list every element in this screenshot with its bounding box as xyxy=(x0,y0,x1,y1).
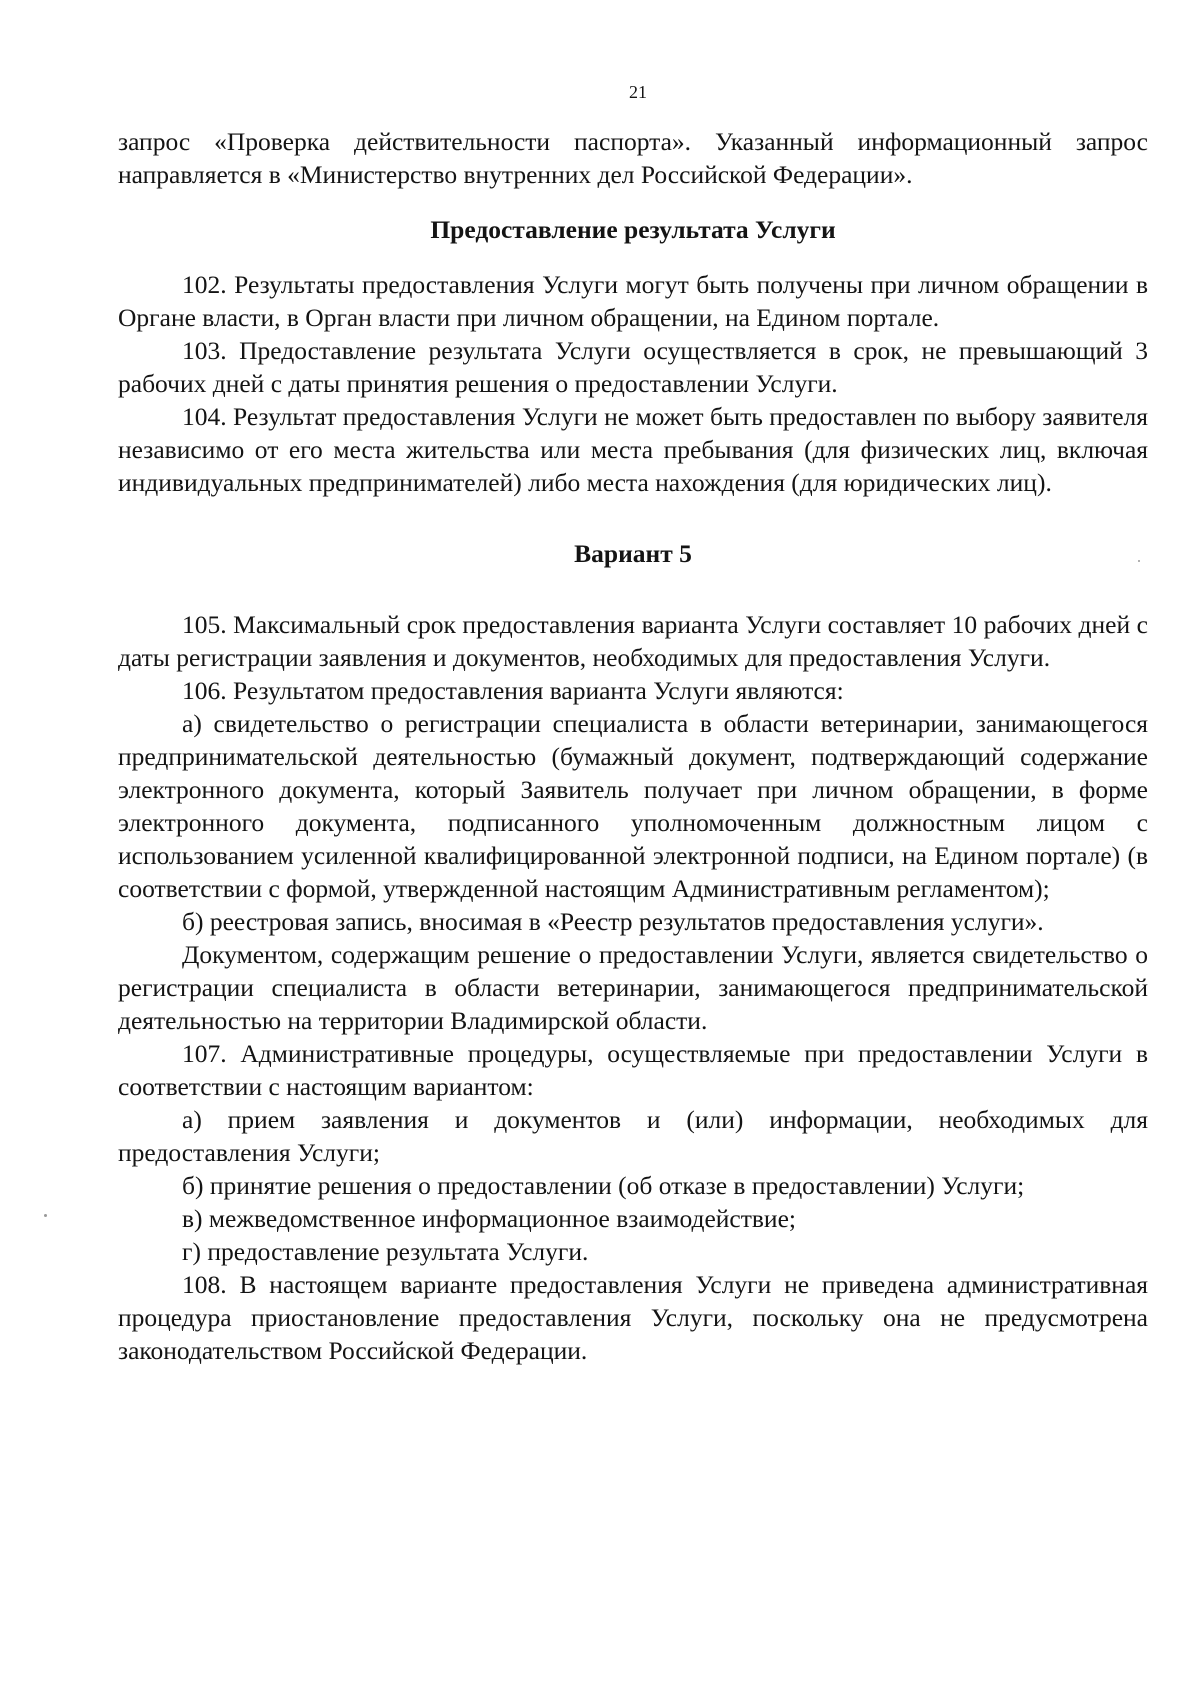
scan-speck xyxy=(44,1214,47,1217)
page-number: 21 xyxy=(629,82,647,102)
paragraph-106-b: б) реестровая запись, вносимая в «Реестр результатов предоставления услуги». xyxy=(182,907,1044,936)
scan-speck xyxy=(1138,560,1140,562)
section-heading-result: Предоставление результата Услуги xyxy=(430,215,836,244)
paragraph-107-a: а) прием заявления и документов и (или) информации, необходимых для предоставления Услуги; xyxy=(118,1105,1148,1167)
paragraph-104: 104. Результат предоставления Услуги не может быть предоставлен по выбору заявителя независимо от его места жительства или места пребывания (для физических лиц, включая индивидуальных предпринимателей) либо места нахождения (для юридических лиц). xyxy=(118,402,1148,497)
paragraph-106: 106. Результатом предоставления варианта Услуги являются: xyxy=(182,676,844,705)
paragraph-decision-document: Документом, содержащим решение о предоставлении Услуги, является свидетельство о регистрации специалиста в области ветеринарии, занимающегося предпринимательской деятельностью на территории Владимирской области. xyxy=(118,940,1148,1035)
paragraph-107-v: в) межведомственное информационное взаимодействие; xyxy=(182,1204,796,1233)
paragraph-107-g: г) предоставление результата Услуги. xyxy=(182,1237,589,1266)
intro-paragraph: запрос «Проверка действительности паспорта». Указанный информационный запрос направляется в «Министерство внутренних дел Российской Федерации». xyxy=(118,127,1148,189)
paragraph-103: 103. Предоставление результата Услуги осуществляется в срок, не превышающий 3 рабочих дней с даты принятия решения о предоставлении Услуги. xyxy=(118,336,1148,398)
paragraph-107: 107. Административные процедуры, осуществляемые при предоставлении Услуги в соответствии с настоящим вариантом: xyxy=(118,1039,1148,1101)
paragraph-107-b: б) принятие решения о предоставлении (об отказе в предоставлении) Услуги; xyxy=(182,1171,1025,1200)
section-heading-variant: Вариант 5 xyxy=(574,539,692,568)
paragraph-106-a: а) свидетельство о регистрации специалиста в области ветеринарии, занимающегося предпринимательской деятельностью (бумажный документ, подтверждающий содержание электронного документа, который Заявитель получает при личном обращении, в форме электронного документа, подписанного уполномоченным должностным лицом с использованием усиленной квалифицированной электронной подписи, на Едином портале) (в соответствии с формой, утвержденной настоящим Административным регламентом); xyxy=(118,709,1148,903)
paragraph-102: 102. Результаты предоставления Услуги могут быть получены при личном обращении в Органе власти, в Орган власти при личном обращении, на Едином портале. xyxy=(118,270,1148,332)
paragraph-105: 105. Максимальный срок предоставления варианта Услуги составляет 10 рабочих дней с даты регистрации заявления и документов, необходимых для предоставления Услуги. xyxy=(118,610,1148,672)
paragraph-108: 108. В настоящем варианте предоставления Услуги не приведена административная процедура приостановление предоставления Услуги, поскольку она не предусмотрена законодательством Российской Федерации. xyxy=(118,1270,1148,1365)
